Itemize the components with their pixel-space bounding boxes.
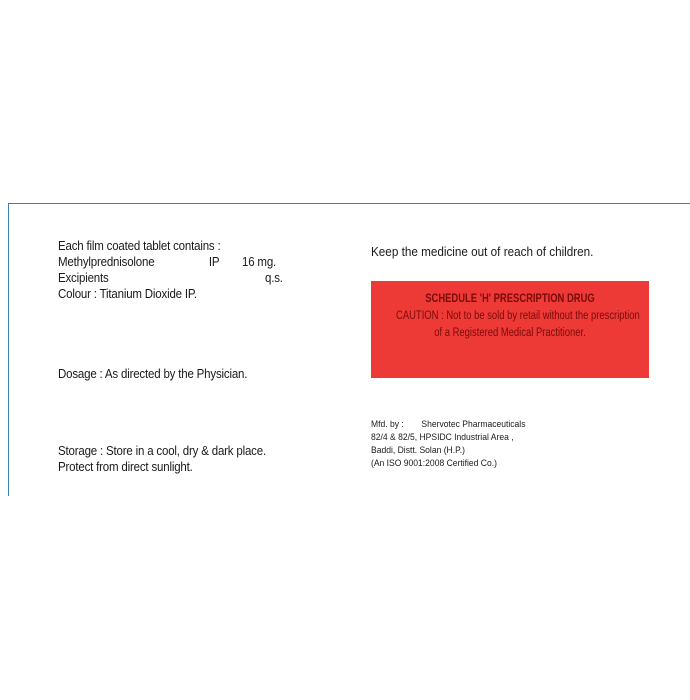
storage-line-1: Storage : Store in a cool, dry & dark place.: [58, 444, 266, 458]
composition-heading: Each film coated tablet contains :: [58, 239, 221, 253]
excipients-label: Excipients: [58, 271, 109, 285]
excipients-qty: q.s.: [265, 271, 283, 285]
manufacturer-name: Shervotec Pharmaceuticals: [421, 419, 526, 430]
storage-line-2: Protect from direct sunlight.: [58, 460, 193, 474]
schedule-title: SCHEDULE 'H' PRESCRIPTION DRUG: [425, 293, 595, 305]
drug-name: Methylprednisolone: [58, 255, 155, 269]
caution-line-2: of a Registered Medical Practitioner.: [434, 327, 586, 339]
manufacturer-address-2: Baddi, Distt. Solan (H.P.): [371, 445, 465, 456]
manufacturer-block: [371, 418, 525, 470]
composition-block: [58, 238, 318, 302]
colour-text: Colour : Titanium Dioxide IP.: [58, 287, 197, 301]
drug-row: [58, 254, 297, 270]
manufacturer-certification: (An ISO 9001:2008 Certified Co.): [371, 458, 497, 469]
manufacturer-address-1: 82/4 & 82/5, HPSIDC Industrial Area ,: [371, 432, 514, 443]
drug-standard: IP: [208, 255, 220, 269]
mfd-label: Mfd. by :: [371, 419, 404, 430]
storage-block: [58, 443, 284, 475]
schedule-h-box: [371, 281, 649, 378]
children-warning: Keep the medicine out of reach of children.: [371, 244, 594, 259]
excipients-row: [58, 270, 297, 286]
dosage-text: Dosage : As directed by the Physician.: [58, 367, 248, 381]
drug-strength: 16 mg.: [242, 255, 277, 269]
caution-line-1: CAUTION : Not to be sold by retail without the prescription: [396, 310, 640, 322]
